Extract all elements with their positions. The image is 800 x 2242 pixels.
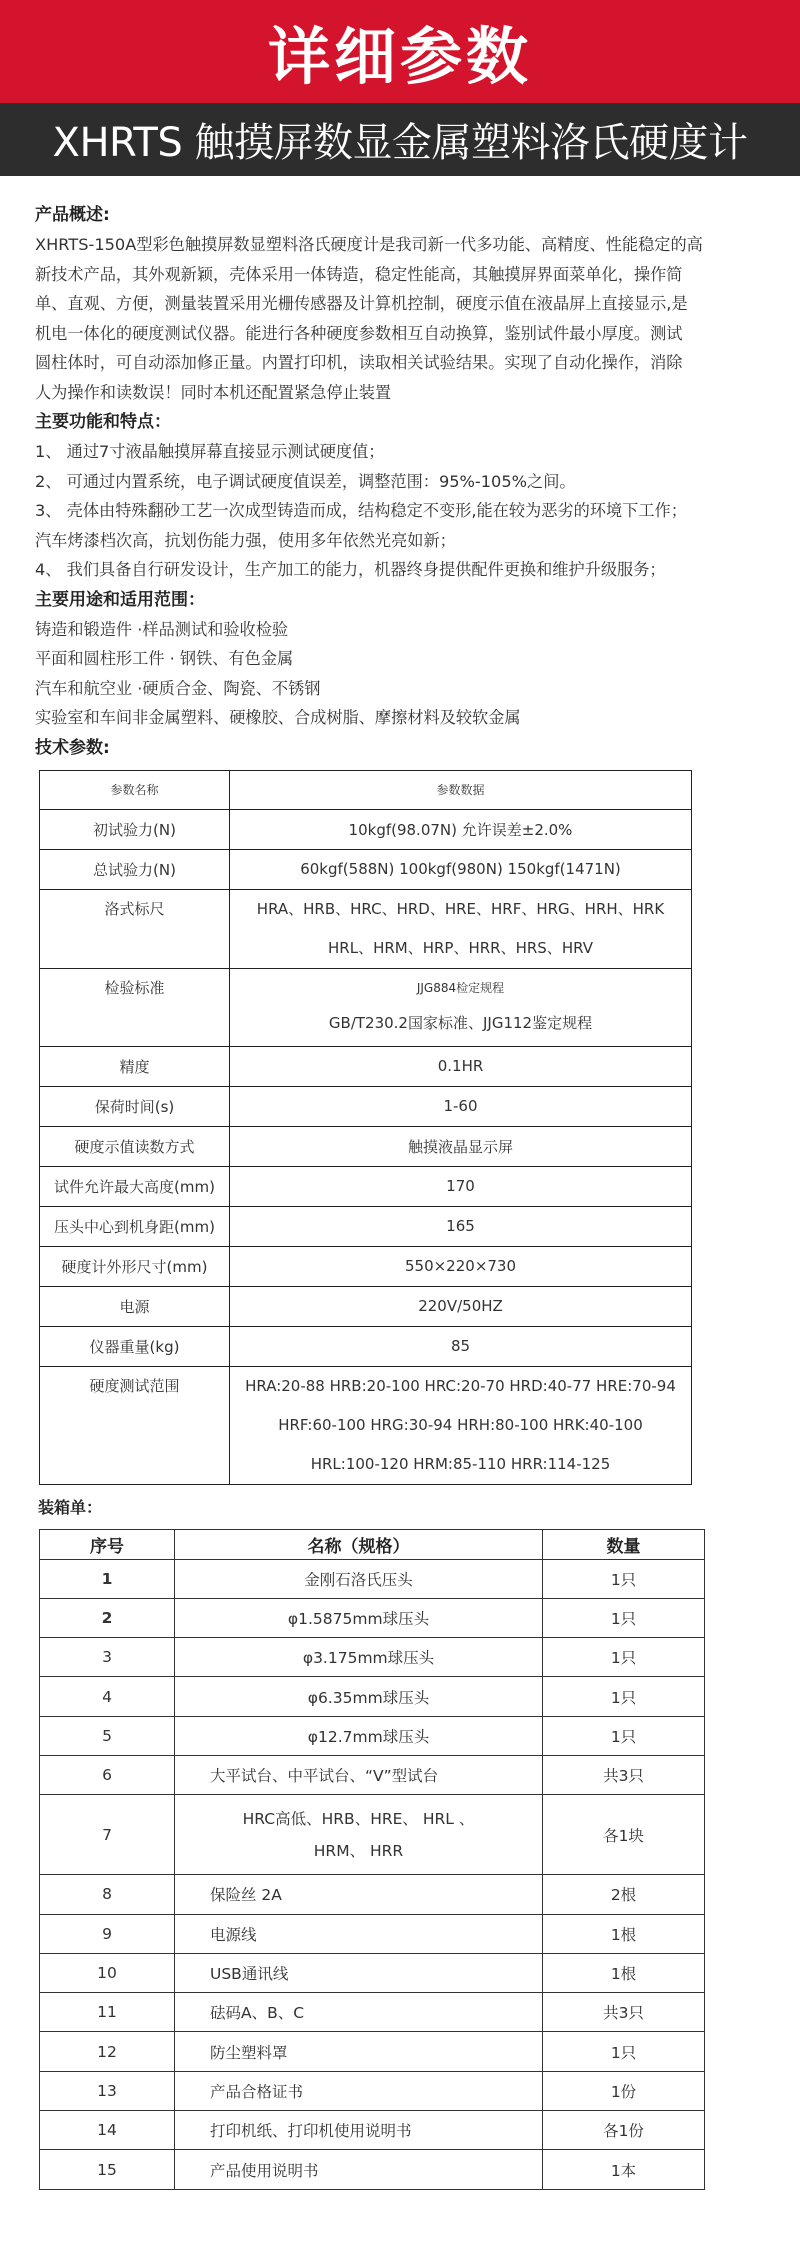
param-value [230, 889, 692, 968]
column-header: 序号 [40, 1529, 175, 1559]
item-number: 9 [40, 1914, 175, 1953]
item-number: 12 [40, 2032, 175, 2071]
table-row [40, 1914, 705, 1953]
title-banner [0, 0, 800, 103]
column-header: 名称（规格） [175, 1529, 543, 1559]
param-name: 硬度计外形尺寸(mm) [40, 1246, 230, 1286]
param-name [40, 968, 230, 1046]
item-number: 10 [40, 1953, 175, 1992]
column-header: 参数数据 [230, 770, 692, 809]
item-name: 大平试台、中平试台、“V”型试台 [175, 1755, 543, 1794]
param-value-line: JJG884检定规程 [416, 980, 505, 995]
param-name [40, 1366, 230, 1484]
table-header-row [40, 770, 692, 809]
table-row [40, 1086, 692, 1126]
table-row [40, 849, 692, 889]
overview-line: 机电一体化的硬度测试仪器。能进行各种硬度参数相互自动换算，鉴别试件最小厚度。测试 [35, 323, 683, 343]
item-quantity: 1只 [543, 1638, 705, 1677]
table-row [40, 2111, 705, 2150]
overview-heading: 产品概述: [35, 205, 110, 225]
param-value: 550×220×730 [230, 1246, 692, 1286]
overview-text [35, 230, 767, 407]
table-row [40, 1326, 692, 1366]
param-name [40, 889, 230, 968]
feature-item: 3、 壳体由特殊翻砂工艺一次成型铸造而成，结构稳定不变形,能在较为恶劣的环境下工作； [35, 501, 687, 520]
item-name: 金刚石洛氏压头 [175, 1559, 543, 1598]
table-row [40, 1166, 692, 1206]
item-name: 打印机纸、打印机使用说明书 [175, 2111, 543, 2150]
item-number: 5 [40, 1716, 175, 1755]
table-row [40, 1366, 692, 1484]
item-name: 砝码A、B、C [175, 1993, 543, 2032]
features-heading: 主要功能和特点： [35, 412, 171, 432]
item-quantity: 1根 [543, 1953, 705, 1992]
overview-line: XHRTS-150A型彩色触摸屏数显塑料洛氏硬度计是我司新一代多功能、高精度、性能稳定的高 [35, 235, 703, 254]
param-value-line: HRA:20-88 HRB:20-100 HRC:20-70 HRD:40-77 HRE:70-94 [245, 1376, 676, 1395]
item-number: 1 [40, 1559, 175, 1598]
item-quantity: 1根 [543, 1914, 705, 1953]
param-name: 硬度示值读数方式 [40, 1126, 230, 1166]
item-number: 14 [40, 2111, 175, 2150]
param-value [230, 968, 692, 1046]
param-value: 85 [230, 1326, 692, 1366]
param-name-text: 硬度测试范围 [89, 1376, 180, 1395]
item-number: 15 [40, 2150, 175, 2189]
item-name: 防尘塑料罩 [175, 2032, 543, 2071]
table-row [40, 1046, 692, 1086]
item-number: 2 [40, 1598, 175, 1637]
param-name-text: 洛式标尺 [104, 899, 165, 918]
table-row [40, 1755, 705, 1794]
item-number: 4 [40, 1677, 175, 1716]
usage-item: 实验室和车间非金属塑料、硬橡胶、合成树脂、摩擦材料及较软金属 [35, 708, 521, 727]
param-value-line: HRL、HRM、HRP、HRR、HRS、HRV [328, 938, 593, 957]
table-row [40, 889, 692, 968]
param-name: 初试验力(N) [40, 809, 230, 849]
table-row [40, 809, 692, 849]
item-name-line: HRC高低、HRB、HRE、 HRL 、 [242, 1809, 475, 1828]
subtitle-banner [0, 103, 800, 176]
table-row [40, 1993, 705, 2032]
item-number: 3 [40, 1638, 175, 1677]
item-quantity: 共3只 [543, 1993, 705, 2032]
column-header: 参数名称 [40, 770, 230, 809]
page-title: 详细参数 [267, 20, 532, 93]
table-header-row [40, 1529, 705, 1559]
item-quantity: 各1份 [543, 2111, 705, 2150]
item-quantity: 1只 [543, 1559, 705, 1598]
overview-line: 新技术产品，其外观新颖，壳体采用一体铸造，稳定性能高，其触摸屏界面菜单化，操作简 [35, 264, 683, 284]
param-name: 仪器重量(kg) [40, 1326, 230, 1366]
param-value [230, 1366, 692, 1484]
packing-table [39, 1529, 705, 2190]
tech-heading: 技术参数: [35, 737, 110, 758]
usage-heading: 主要用途和适用范围： [35, 589, 205, 610]
item-quantity: 1只 [543, 1598, 705, 1637]
product-name: XHRTS 触摸屏数显金属塑料洛氏硬度计 [52, 120, 748, 166]
table-row [40, 1206, 692, 1246]
item-quantity: 1本 [543, 2150, 705, 2189]
features-list [35, 437, 767, 585]
param-value: 0.1HR [230, 1046, 692, 1086]
param-value-line: GB/T230.2国家标准、JJG112鉴定规程 [328, 1013, 593, 1032]
param-name-text: 检验标准 [104, 978, 165, 997]
feature-item: 汽车烤漆档次高，抗划伤能力强，使用多年依然光亮如新； [35, 530, 456, 550]
table-row [40, 1126, 692, 1166]
feature-item: 2、 可通过内置系统，电子调试硬度值误差，调整范围：95%-105%之间。 [35, 471, 576, 491]
packing-heading: 装箱单： [38, 1497, 103, 1517]
item-quantity: 1只 [543, 2032, 705, 2071]
param-name: 精度 [40, 1046, 230, 1086]
param-value: 60kgf(588N) 100kgf(980N) 150kgf(1471N) [230, 849, 692, 889]
overview-line: 人为操作和读数误！同时本机还配置紧急停止装置 [35, 382, 392, 402]
table-row [40, 1246, 692, 1286]
table-row [40, 2071, 705, 2110]
param-name: 压头中心到机身距(mm) [40, 1206, 230, 1246]
item-quantity: 1只 [543, 1716, 705, 1755]
item-number: 7 [40, 1795, 175, 1875]
param-value-line: HRF:60-100 HRG:30-94 HRH:80-100 HRK:40-100 [278, 1415, 643, 1434]
table-row [40, 1638, 705, 1677]
usage-item: 铸造和锻造件 ·样品测试和验收检验 [35, 619, 289, 639]
param-value: 1-60 [230, 1086, 692, 1126]
table-row [40, 1875, 705, 1914]
table-row [40, 1795, 705, 1875]
item-name: φ1.5875mm球压头 [175, 1598, 543, 1637]
item-number: 6 [40, 1755, 175, 1794]
table-row [40, 1598, 705, 1637]
table-row [40, 1953, 705, 1992]
content-area [0, 176, 800, 2190]
column-header: 数量 [543, 1529, 705, 1559]
item-name [175, 1795, 543, 1875]
param-value: 10kgf(98.07N) 允许误差±2.0% [230, 809, 692, 849]
overview-line: 单、直观、方便，测量装置采用光栅传感器及计算机控制，硬度示值在液晶屏上直接显示,是 [35, 294, 688, 313]
usage-list [35, 615, 767, 733]
spec-table [39, 770, 692, 1485]
param-value: 触摸液晶显示屏 [230, 1126, 692, 1166]
table-row [40, 2150, 705, 2189]
param-value: 165 [230, 1206, 692, 1246]
param-name: 试件允许最大高度(mm) [40, 1166, 230, 1206]
feature-item: 1、 通过7寸液晶触摸屏幕直接显示测试硬度值； [35, 442, 385, 461]
item-name: φ12.7mm球压头 [175, 1716, 543, 1755]
item-name: 产品使用说明书 [175, 2150, 543, 2189]
param-name: 电源 [40, 1286, 230, 1326]
item-quantity: 共3只 [543, 1755, 705, 1794]
item-quantity: 1份 [543, 2071, 705, 2110]
param-value-line: HRA、HRB、HRC、HRD、HRE、HRF、HRG、HRH、HRK [256, 899, 665, 918]
item-name-line: HRM、 HRR [313, 1841, 404, 1860]
item-quantity: 各1块 [543, 1795, 705, 1875]
usage-item: 汽车和航空业 ·硬质合金、陶瓷、不锈钢 [35, 678, 321, 698]
param-name: 总试验力(N) [40, 849, 230, 889]
table-row [40, 968, 692, 1046]
param-value: 220V/50HZ [230, 1286, 692, 1326]
overview-line: 圆柱体时，可自动添加修正量。内置打印机，读取相关试验结果。实现了自动化操作，消除 [35, 353, 683, 372]
table-row [40, 1716, 705, 1755]
feature-item: 4、 我们具备自行研发设计，生产加工的能力，机器终身提供配件更换和维护升级服务； [35, 560, 666, 579]
usage-item: 平面和圆柱形工件 · 钢铁、有色金属 [35, 649, 294, 668]
table-row [40, 1677, 705, 1716]
table-row [40, 1286, 692, 1326]
item-name: 保险丝 2A [175, 1875, 543, 1914]
table-row [40, 1559, 705, 1598]
item-name: 电源线 [175, 1914, 543, 1953]
param-value: 170 [230, 1166, 692, 1206]
item-name: 产品合格证书 [175, 2071, 543, 2110]
item-number: 13 [40, 2071, 175, 2110]
item-quantity: 2根 [543, 1875, 705, 1914]
item-number: 11 [40, 1993, 175, 2032]
item-name: USB通讯线 [175, 1953, 543, 1992]
param-value-line: HRL:100-120 HRM:85-110 HRR:114-125 [310, 1454, 611, 1473]
item-quantity: 1只 [543, 1677, 705, 1716]
item-name: φ6.35mm球压头 [175, 1677, 543, 1716]
table-row [40, 2032, 705, 2071]
item-number: 8 [40, 1875, 175, 1914]
item-name: φ3.175mm球压头 [175, 1638, 543, 1677]
param-name: 保荷时间(s) [40, 1086, 230, 1126]
